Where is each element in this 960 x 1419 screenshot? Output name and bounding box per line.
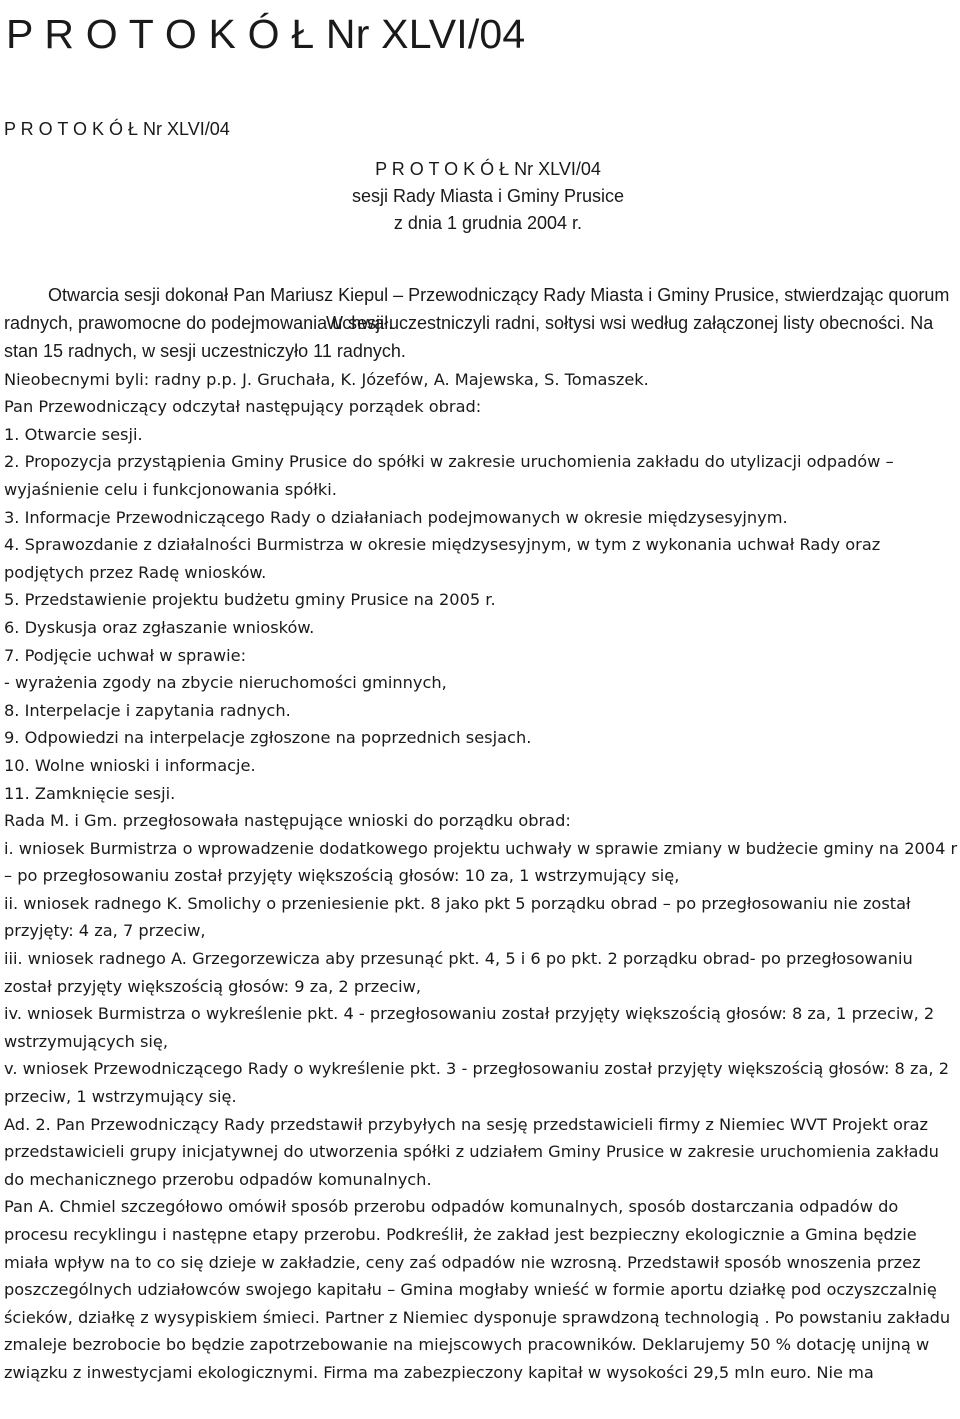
agenda-item-11: 11. Zamknięcie sesji.: [4, 783, 176, 803]
chmiel-paragraph: Pan A. Chmiel szczegółowo omówił sposób przerobu odpadów komunalnych, sposób dostarczania odpadów do procesu recyklingu i następne etapy przerobu. Podkreślił, że zakład jest bezpieczny ekologicznie a Gmina będzie miała wpływ na to co się dzieje w zakładzie, ceny zaś odpadów nie wzrosną. Przedstawił sposób wnoszenia przez poszczególnych udziałowców swojego kapitału – Gmina mogłaby wnieść w formie aportu działkę pod oczyszczalnię ścieków, działkę z wysypiskiem śmieci. Partner z Niemiec dysponuje sprawdzoną technologią . Po powstaniu zakładu zmaleje bezrobocie bo będzie zapotrzebowanie na miejscowych pracowników. Deklarujemy 50 % dotację unijną w związku z inwestycjami ekologicznymi. Firma ma zabezpieczony kapitał w wysokości 29,5 mln euro. Nie ma: [4, 1197, 951, 1382]
intro-paragraph: Otwarcia sesji dokonał Pan Mariusz Kiepul – Przewodniczący Rady Miasta i Gminy Prusice, stwierdzając quorum radnych, prawomocne do podejmowania uchwał.: [4, 285, 950, 333]
motion-iv: iv. wniosek Burmistrza o wykreślenie pkt. 4 - przegłosowaniu został przyjęty większością głosów: 8 za, 1 przeciw, 2 wstrzymujących się,: [4, 1004, 935, 1051]
protocol-body: [4, 313, 958, 1387]
absent-members: Nieobecnymi byli: radny p.p. J. Gruchała, K. Józefów, A. Majewska, S. Tomaszek.: [4, 369, 649, 389]
agenda-item-8: 8. Interpelacje i zapytania radnych.: [4, 700, 291, 720]
agenda-item-3: 3. Informacje Przewodniczącego Rady o działaniach podejmowanych w okresie międzysesyjnym.: [4, 507, 788, 527]
agenda-item-4: 4. Sprawozdanie z działalności Burmistrza w okresie międzysesyjnym, w tym z wykonania uchwał Rady oraz podjętych przez Radę wniosków.: [4, 535, 881, 582]
motion-i: i. wniosek Burmistrza o wprowadzenie dodatkowego projektu uchwały w sprawie zmiany w budżecie gminy na 2004 r – po przegłosowaniu został przyjęty większością głosów: 10 za, 1 wstrzymujący się,: [4, 838, 958, 886]
page-title: P R O T O K Ó Ł Nr XLVI/04: [6, 11, 526, 57]
motion-ii: ii. wniosek radnego K. Smolichy o przeniesienie pkt. 8 jako pkt 5 porządku obrad – po przegłosowaniu nie został przyjęty: 4 za, 7 przeciw,: [4, 893, 911, 941]
agenda-item-7-sub: - wyrażenia zgody na zbycie nieruchomości gminnych,: [4, 673, 447, 693]
agenda-item-7: 7. Podjęcie uchwał w sprawie:: [4, 645, 247, 665]
protocol-header-session: sesji Rady Miasta i Gminy Prusice: [351, 186, 625, 206]
agenda-item-9: 9. Odpowiedzi na interpelacje zgłoszone na poprzednich sesjach.: [4, 728, 532, 748]
intro-tail: [4, 310, 958, 365]
ad-2-paragraph: Ad. 2. Pan Przewodniczący Rady przedstawił przybyłych na sesję przedstawicieli firmy z Niemiec WVT Projekt oraz przedstawicieli grupy inicjatywnej do utworzenia spółki z udziałem Gminy Prusice w zakresie uruchomienia zakładu do mechanicznego przerobu odpadów komunalnych.: [4, 1114, 939, 1189]
protocol-header-date: z dnia 1 grudnia 2004 r.: [393, 213, 583, 233]
agenda-item-5: 5. Przedstawienie projektu budżetu gminy Prusice na 2005 r.: [4, 590, 496, 610]
protocol-header: [0, 156, 960, 237]
agenda-item-6: 6. Dyskusja oraz zgłaszanie wniosków.: [4, 617, 315, 637]
motions-intro: Rada M. i Gm. przegłosowała następujące wnioski do porządku obrad:: [4, 811, 571, 831]
document-subtitle: P R O T O K Ó Ł Nr XLVI/04: [4, 119, 230, 139]
agenda-item-10: 10. Wolne wnioski i informacje.: [4, 755, 256, 775]
agenda-intro: Pan Przewodniczący odczytał następujący porządek obrad:: [4, 397, 482, 417]
agenda-item-1: 1. Otwarcie sesji.: [4, 424, 143, 444]
motion-v: v. wniosek Przewodniczącego Rady o wykreślenie pkt. 3 - przegłosowaniu został przyjęty większością głosów: 8 za, 2 przeciw, 1 wstrzymujący się.: [4, 1059, 949, 1107]
agenda-item-2: 2. Propozycja przystąpienia Gminy Prusice do spółki w zakresie uruchomienia zakładu do utylizacji odpadów – wyjaśnienie celu i funkcjonowania spółki.: [4, 452, 894, 499]
protocol-header-title: P R O T O K Ó Ł Nr XLVI/04: [375, 159, 601, 179]
motion-iii: iii. wniosek radnego A. Grzegorzewicza aby przesunąć pkt. 4, 5 i 6 po pkt. 2 porządku obrad- po przegłosowaniu został przyjęty większością głosów: 9 za, 2 przeciw,: [4, 949, 913, 996]
intro-tail-text: W sesji uczestniczyli radni, sołtysi wsi według załączonej listy obecności. Na stan 15 radnych, w sesji uczestniczyło 11 radnych.: [4, 313, 934, 361]
